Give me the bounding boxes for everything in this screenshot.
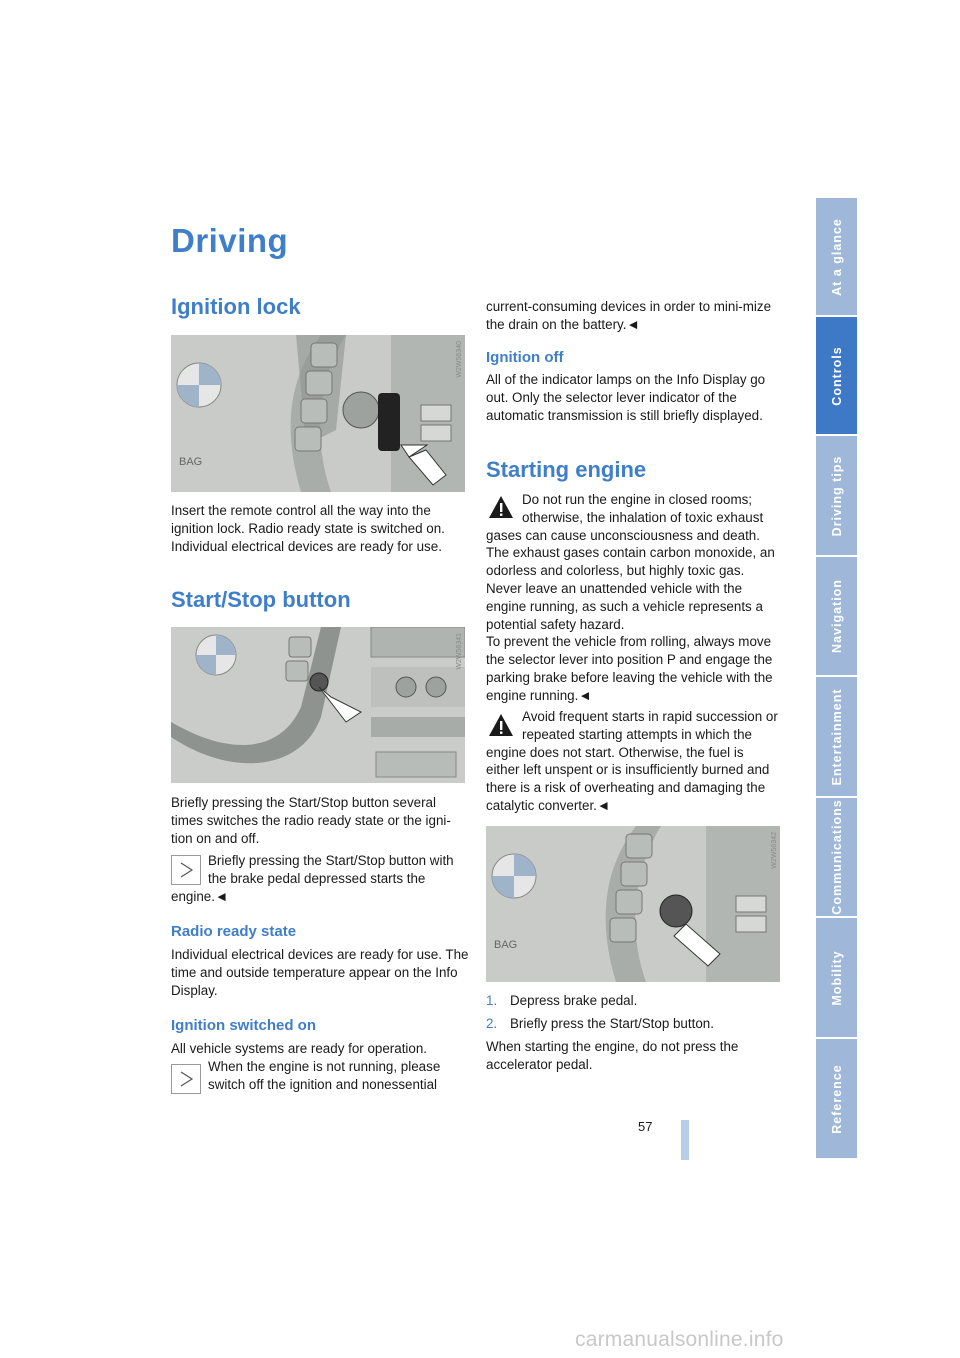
warning-exhaust	[486, 491, 779, 705]
ignition-lock-illustration	[171, 335, 465, 492]
photo-start-stop	[171, 627, 465, 783]
step-number: 2.	[486, 1016, 498, 1031]
tab-driving-tips[interactable]	[816, 436, 857, 557]
start-stop-note	[171, 852, 471, 905]
page-bar	[681, 1120, 689, 1160]
tab-label: Mobility	[829, 949, 844, 1006]
radio-ready-text: Individual electrical devices are ready for use. The time and outside temperature appear on the Info Display.	[171, 947, 469, 998]
tab-entertainment[interactable]	[816, 677, 857, 798]
tab-label: Entertainment	[829, 687, 844, 786]
tab-label: Communications	[829, 799, 844, 915]
ignition-on-note-part1: When the engine is not running, please switch off the ignition and nonessential	[208, 1059, 441, 1092]
heading-ignition-lock: Ignition lock	[171, 294, 301, 319]
warning-exhaust-text: Do not run the engine in closed rooms; otherwise, the inhalation of toxic exhaust gases can cause unconsciousness and death. The exhaust gases contain carbon monoxide, an odorless and colorless, but highly toxic gas. Never leave an unattended vehicle with the engine running, as such a vehicle represents a potential safety hazard.	[486, 492, 775, 632]
photo-code: W2W56340	[456, 341, 463, 378]
tab-label: Controls	[829, 345, 844, 406]
tab-reference[interactable]	[816, 1039, 857, 1160]
starting-engine-illustration	[486, 826, 780, 982]
ignition-off-text: All of the indicator lamps on the Info Display go out. Only the selector lever indicator of the automatic transmission is still briefly displayed.	[486, 372, 766, 423]
tab-mobility[interactable]	[816, 918, 857, 1039]
photo-code: W2W56342	[771, 832, 778, 869]
tab-navigation[interactable]	[816, 557, 857, 677]
warning-starts-text: Avoid frequent starts in rapid succession or repeated starting attempts in which the engine does not start. Otherwise, the fuel is either left unspent or is insufficiently burned and there is a risk of overheating and damaging the catalytic converter.◄	[486, 709, 778, 813]
svg-text:BAG: BAG	[494, 939, 518, 951]
heading-starting-engine: Starting engine	[486, 457, 647, 482]
page-title: Driving	[171, 222, 289, 259]
heading-ignition-on: Ignition switched on	[171, 1017, 316, 1034]
ignition-on-note-start	[171, 1058, 471, 1094]
start-stop-note-text: Briefly pressing the Start/Stop button with the brake pedal depressed starts the engine.◄	[171, 853, 454, 904]
start-stop-illustration	[171, 627, 465, 783]
step-number: 1.	[486, 993, 498, 1008]
watermark: carmanualsonline.info	[575, 1328, 784, 1351]
tab-communications[interactable]	[816, 798, 857, 918]
ignition-lock-text: Insert the remote control all the way into the ignition lock. Radio ready state is switched on. Individual electrical devices are ready for use.	[171, 503, 445, 554]
page-number: 57	[638, 1119, 653, 1134]
start-stop-text: Briefly pressing the Start/Stop button several times switches the radio ready state or the igni-tion on and off.	[171, 795, 451, 846]
starting-engine-footer: When starting the engine, do not press the accelerator pedal.	[486, 1039, 739, 1072]
tab-label: Driving tips	[829, 455, 844, 536]
tab-label: Reference	[829, 1063, 844, 1134]
svg-text:BAG: BAG	[179, 456, 203, 468]
warning-rolling-text: To prevent the vehicle from rolling, always move the selector lever into position P and engage the parking brake before leaving the vehicle with the engine running.◄	[486, 634, 773, 703]
tab-at-a-glance[interactable]	[816, 198, 857, 317]
tab-label: At a glance	[829, 217, 844, 296]
step-text: Depress brake pedal.	[510, 993, 638, 1008]
photo-ignition-lock	[171, 335, 465, 492]
step-2	[486, 1015, 781, 1033]
warning-starts	[486, 708, 779, 815]
tab-label: Navigation	[829, 579, 844, 653]
heading-start-stop: Start/Stop button	[171, 587, 351, 612]
tab-controls[interactable]	[816, 317, 857, 436]
photo-starting-engine	[486, 826, 780, 982]
photo-code: W2W56341	[456, 633, 463, 670]
step-text: Briefly press the Start/Stop button.	[510, 1016, 714, 1031]
ignition-on-note-cont: current-consuming devices in order to mini-mize the drain on the battery.◄	[486, 299, 772, 332]
heading-ignition-off: Ignition off	[486, 349, 564, 366]
step-1	[486, 992, 781, 1010]
heading-radio-ready: Radio ready state	[171, 923, 297, 940]
ignition-on-text: All vehicle systems are ready for operation.	[171, 1041, 428, 1056]
